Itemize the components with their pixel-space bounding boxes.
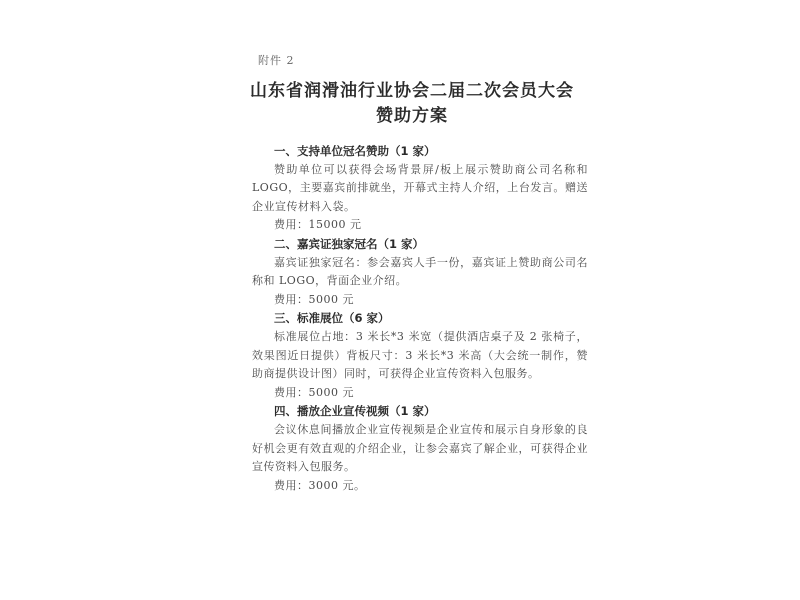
document-subtitle: 赞助方案 — [376, 106, 448, 126]
section-1 — [252, 142, 588, 235]
document-content — [252, 142, 588, 495]
attachment-label: 附件 2 — [258, 54, 295, 67]
section-body: 标准展位占地：3 米长*3 米宽（提供酒店桌子及 2 张椅子，效果图近日提供）背板尺寸：3 米长*3 米高（大会统一制作，赞助商提供设计图）同时，可获得企业宣传资料入包服务。 — [252, 329, 588, 381]
section-fee: 费用：15000 元 — [274, 218, 362, 232]
section-heading: 四、播放企业宣传视频（1 家） — [274, 404, 436, 419]
section-heading: 一、支持单位冠名赞助（1 家） — [274, 144, 436, 158]
section-3 — [252, 309, 588, 402]
section-2 — [252, 235, 588, 309]
section-4 — [252, 402, 588, 495]
section-fee: 费用：5000 元 — [274, 385, 354, 399]
section-body: 嘉宾证独家冠名：参会嘉宾人手一份，嘉宾证上赞助商公司名称和 LOGO，背面企业介绍。 — [252, 255, 588, 288]
document-title: 山东省润滑油行业协会二届二次会员大会 — [250, 81, 574, 101]
section-heading: 三、标准展位（6 家） — [274, 311, 390, 326]
section-heading: 二、嘉宾证独家冠名（1 家） — [274, 236, 425, 251]
section-body: 赞助单位可以获得会场背景屏/板上展示赞助商公司名称和LOGO，主要嘉宾前排就坐，开幕式主持人介绍，上台发言。赠送企业宣传材料入袋。 — [252, 162, 588, 213]
section-body: 会议休息间播放企业宣传视频是企业宣传和展示自身形象的良好机会更有效直观的介绍企业，让参会嘉宾了解企业，可获得企业宣传资料入包服务。 — [252, 422, 588, 474]
section-fee: 费用：3000 元。 — [274, 478, 366, 492]
section-fee: 费用：5000 元 — [274, 292, 354, 306]
